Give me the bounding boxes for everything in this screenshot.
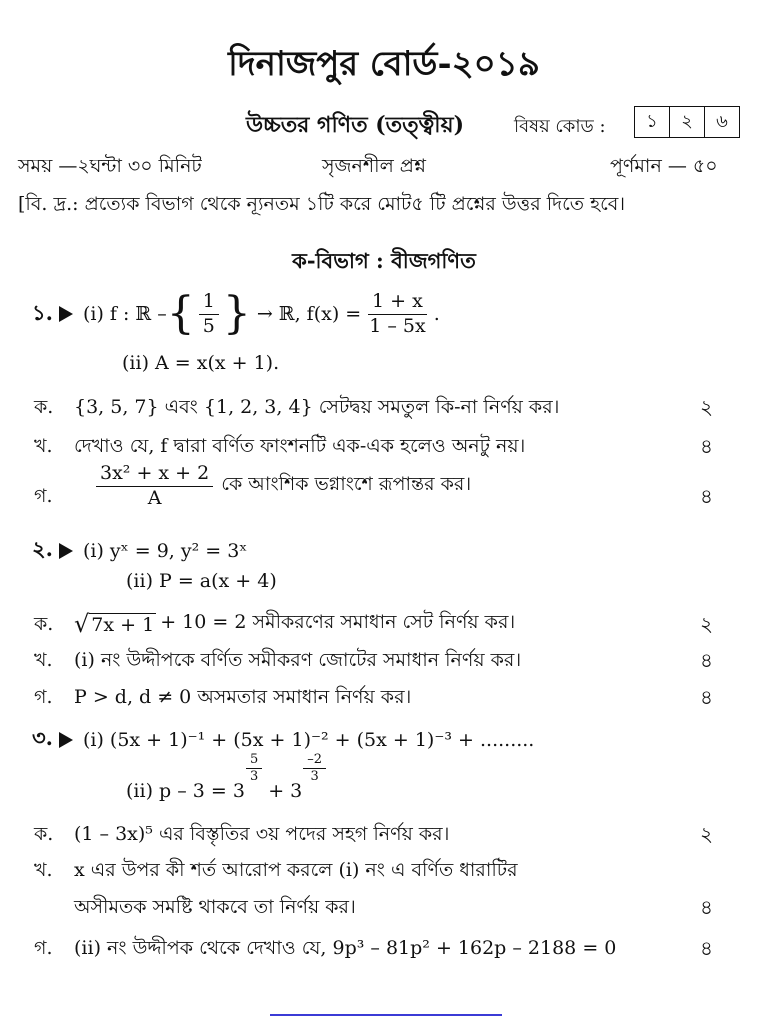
q2b-text: (i) নং উদ্দীপকে বর্ণিত সমীকরণ জোটের সমাধান নির্ণয় কর। xyxy=(74,649,522,671)
fraction-numerator: 5 xyxy=(246,752,262,769)
q1-number: ১. xyxy=(32,299,53,325)
bottom-divider xyxy=(270,1014,502,1016)
q1b-marks: ৪ xyxy=(700,434,713,458)
q2-number: ২. xyxy=(32,536,53,561)
q1-stem-text: (i) f : ℝ – xyxy=(82,303,167,326)
q3b-text-line1: x এর উপর কী শর্ত আরোপ করলে (i) নং এ বর্ণিত ধারাটির xyxy=(74,859,518,881)
q3c-label: গ. xyxy=(34,937,53,959)
full-marks: পূর্ণমান — ৫০ xyxy=(610,155,718,177)
subject-code-box xyxy=(634,106,740,138)
q3b-text-line2: অসীমতক সমষ্টি থাকবে তা নির্ণয় কর। xyxy=(74,896,356,918)
q1a-marks: ২ xyxy=(700,395,714,419)
q1a-text: {3, 5, 7} এবং {1, 2, 3, 4} সেটদ্বয় সমতুল কি-না নির্ণয় কর। xyxy=(74,396,560,418)
q2c-label: গ. xyxy=(34,686,53,708)
fraction-denominator: 5 xyxy=(202,314,215,337)
q1b-text: দেখাও যে, f দ্বারা বর্ণিত ফাংশনটি এক-এক হলেও অনটু নয়। xyxy=(74,435,526,457)
q2-stem-text: (i) yˣ = 9, y² = 3ˣ xyxy=(82,539,248,562)
exam-time: সময় —২ঘন্টা ৩০ মিনিট xyxy=(18,155,202,177)
q1c-marks: ৪ xyxy=(700,484,713,508)
q1c-text: কে আংশিক ভগ্নাংশে রূপান্তর কর। xyxy=(221,473,472,496)
subject-code-digit: ৬ xyxy=(716,111,728,132)
q3a-marks: ২ xyxy=(700,822,714,846)
q2b-label: খ. xyxy=(34,649,53,671)
fraction-numerator: –2 xyxy=(303,752,326,769)
q2b-marks: ৪ xyxy=(700,648,713,672)
q3c-text: (ii) নং উদ্দীপক থেকে দেখাও যে, 9p³ – 81p² + 162p – 2188 = 0 xyxy=(74,937,617,959)
subject-name: উচ্চতর গণিত (তত্ত্বীয়) xyxy=(246,112,464,138)
play-triangle-icon xyxy=(59,543,73,559)
left-brace: { xyxy=(166,288,195,340)
subject-code-label: বিষয় কোড : xyxy=(514,116,606,137)
q2c-marks: ৪ xyxy=(700,685,713,709)
sqrt-sign: √ xyxy=(74,610,90,638)
fraction-denominator: 1 – 5x xyxy=(369,314,426,337)
fraction-numerator: 1 + x xyxy=(368,290,427,315)
q2a-expression xyxy=(74,608,515,640)
q1-fraction-set xyxy=(199,290,219,339)
q3-number: ৩. xyxy=(32,725,53,750)
q1c-fraction xyxy=(96,462,213,511)
q1-fraction-function xyxy=(365,290,429,339)
q1-stem-text: → ℝ, f(x) = xyxy=(256,303,362,326)
play-triangle-icon xyxy=(59,732,73,748)
exponent-fraction xyxy=(303,752,326,786)
section-title: ক-বিভাগ : বীজগণিত xyxy=(292,248,476,273)
sqrt-radicand: 7x + 1 xyxy=(91,613,155,636)
q2a-text: + 10 = 2 সমীকরণের সমাধান সেট নির্ণয় কর। xyxy=(160,611,516,633)
q3-stem-text: (ii) p – 3 = 3 xyxy=(126,779,245,802)
q2-stem-i xyxy=(32,533,247,568)
q3-stem-ii xyxy=(126,752,326,804)
fraction-denominator: 3 xyxy=(310,769,319,785)
fraction-denominator: 3 xyxy=(249,769,259,785)
fraction-denominator: A xyxy=(147,486,162,509)
q1-stem-ii: (ii) A = x(x + 1). xyxy=(122,352,280,374)
q2a-label: ক. xyxy=(34,613,54,635)
q1a-label: ক. xyxy=(34,396,54,418)
instruction-note: [বি. দ্র.: প্রত্যেক বিভাগ থেকে ন্যূনতম ১টি করে মোট৫ টি প্রশ্নের উত্তর দিতে হবে। xyxy=(18,193,626,215)
q1-stem-i xyxy=(32,290,440,339)
right-brace: } xyxy=(222,288,251,340)
q3a-label: ক. xyxy=(34,823,54,845)
subject-code-digit: ১ xyxy=(635,107,670,137)
q1-stem-text: . xyxy=(433,303,440,326)
q3c-marks: ৪ xyxy=(700,936,713,960)
q3-stem-text: (i) (5x + 1)⁻¹ + (5x + 1)⁻² + (5x + 1)⁻³ + ......... xyxy=(82,728,535,751)
q3-stem-text: + 3 xyxy=(268,779,303,802)
play-triangle-icon xyxy=(59,306,73,322)
subject-code-digit: ২ xyxy=(670,107,705,137)
fraction-numerator: 3x² + x + 2 xyxy=(96,462,213,487)
q2-stem-ii: (ii) P = a(x + 4) xyxy=(126,570,277,592)
fraction-numerator: 1 xyxy=(199,290,219,315)
q3a-text: (1 – 3x)⁵ এর বিস্তৃতির ৩য় পদের সহগ নির্ণয় কর। xyxy=(74,823,450,845)
q1c-expression xyxy=(92,462,471,511)
q1b-label: খ. xyxy=(34,435,53,457)
q3b-label: খ. xyxy=(34,859,53,881)
q3b-marks: ৪ xyxy=(700,895,713,919)
question-type: সৃজনশীল প্রশ্ন xyxy=(322,155,426,177)
q2c-text: P > d, d ≠ 0 অসমতার সমাধান নির্ণয় কর। xyxy=(74,686,412,708)
q2a-marks: ২ xyxy=(700,612,714,636)
q1c-label: গ. xyxy=(34,485,53,507)
exponent-fraction xyxy=(246,752,262,786)
page-title: দিনাজপুর বোর্ড-২০১৯ xyxy=(228,44,540,84)
